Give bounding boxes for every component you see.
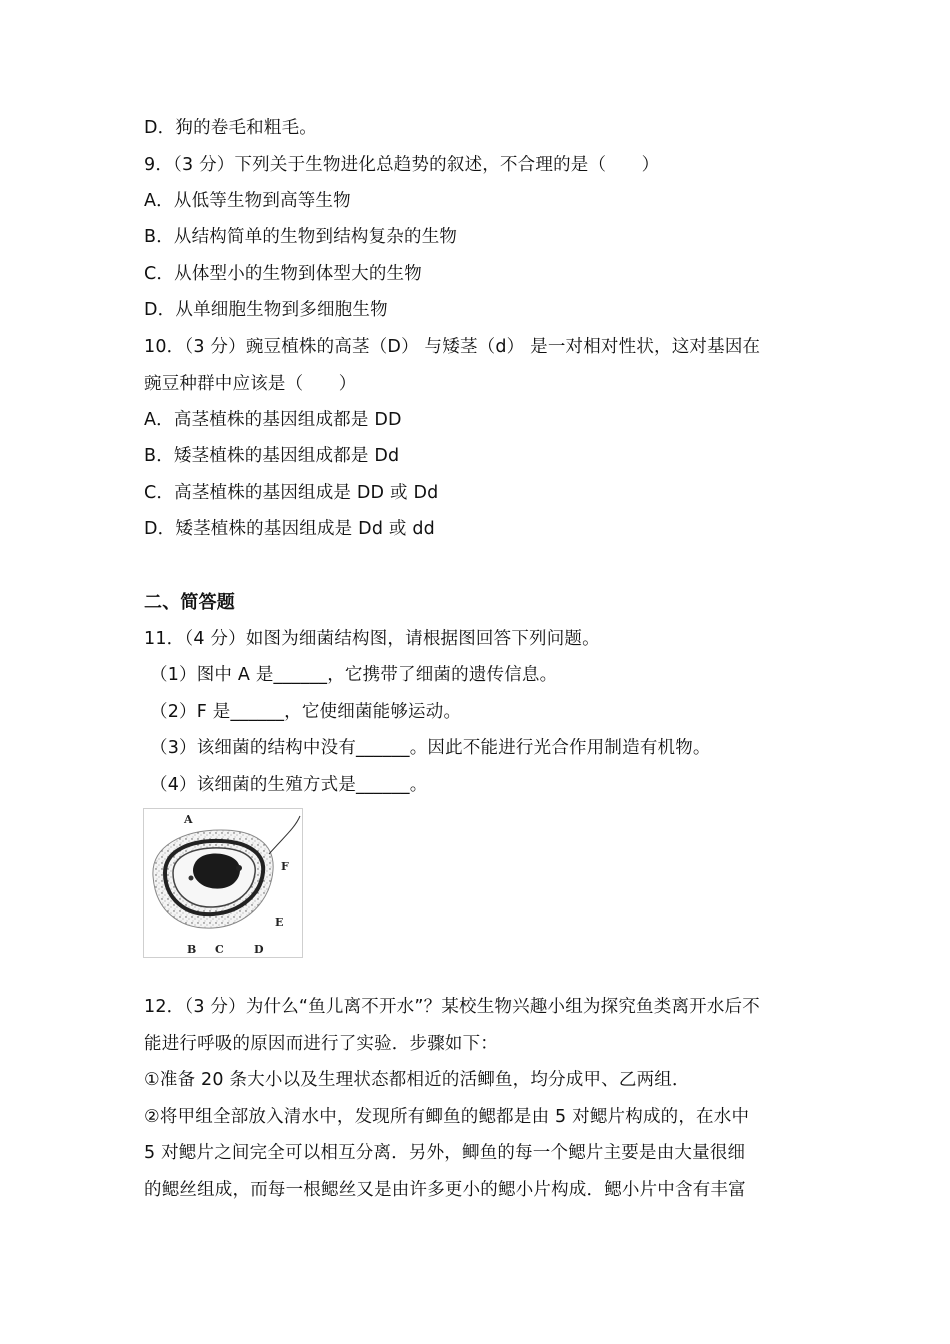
q11-part-2: （2）F 是______，它使细菌能够运动。 bbox=[150, 702, 462, 722]
q10-option-b: B．矮茎植株的基因组成都是 Dd bbox=[144, 446, 400, 466]
q9-stem: 9．（3 分）下列关于生物进化总趋势的叙述，不合理的是（ ） bbox=[144, 155, 660, 175]
label-c: C bbox=[215, 943, 224, 956]
q10-stem-line2: 豌豆种群中应该是（ ） bbox=[144, 374, 357, 394]
label-a: A bbox=[184, 813, 193, 826]
q12-line-3: ①准备 20 条大小以及生理状态都相近的活鲫鱼，均分成甲、乙两组． bbox=[144, 1070, 690, 1090]
q8-option-d: D．狗的卷毛和粗毛。 bbox=[144, 118, 317, 138]
q11-part-1: （1）图中 A 是______，它携带了细菌的遗传信息。 bbox=[150, 665, 558, 685]
q12-line-4: ②将甲组全部放入清水中，发现所有鲫鱼的鳃都是由 5 对鳃片构成的，在水中 bbox=[144, 1107, 750, 1127]
q9-option-d: D．从单细胞生物到多细胞生物 bbox=[144, 300, 388, 320]
q11-stem: 11．（4 分）如图为细菌结构图，请根据图回答下列问题。 bbox=[144, 629, 600, 649]
q9-option-a: A．从低等生物到高等生物 bbox=[144, 191, 351, 211]
q12-line-2: 能进行呼吸的原因而进行了实验．步骤如下： bbox=[144, 1034, 498, 1054]
q12-line-1: 12．（3 分）为什么“鱼儿离不开水”？某校生物兴趣小组为探究鱼类离开水后不 bbox=[144, 997, 760, 1017]
label-b: B bbox=[187, 943, 197, 956]
q11-part-4: （4）该细菌的生殖方式是______。 bbox=[150, 775, 428, 795]
label-f: F bbox=[281, 860, 289, 873]
q9-option-c: C．从体型小的生物到体型大的生物 bbox=[144, 264, 422, 284]
label-e: E bbox=[275, 916, 284, 929]
bacteria-diagram bbox=[143, 808, 303, 958]
q10-stem-line1: 10．（3 分）豌豆植株的高茎（D） 与矮茎（d） 是一对相对性状，这对基因在 bbox=[144, 337, 761, 357]
q12-line-6: 的鳃丝组成，而每一根鳃丝又是由许多更小的鳃小片构成．鳃小片中含有丰富 bbox=[144, 1180, 746, 1200]
q10-option-c: C．高茎植株的基因组成是 DD 或 Dd bbox=[144, 483, 439, 503]
label-d: D bbox=[254, 943, 264, 956]
bacteria-structure-figure bbox=[143, 808, 303, 958]
q11-part-3: （3）该细菌的结构中没有______。因此不能进行光合作用制造有机物。 bbox=[150, 738, 711, 758]
q12-line-5: 5 对鳃片之间完全可以相互分离．另外，鲫鱼的每一个鳃片主要是由大量很细 bbox=[144, 1143, 746, 1163]
q10-option-d: D．矮茎植株的基因组成是 Dd 或 dd bbox=[144, 519, 435, 539]
q9-option-b: B．从结构简单的生物到结构复杂的生物 bbox=[144, 227, 458, 247]
q10-option-a: A．高茎植株的基因组成都是 DD bbox=[144, 410, 402, 430]
section-title: 二、简答题 bbox=[144, 592, 235, 613]
